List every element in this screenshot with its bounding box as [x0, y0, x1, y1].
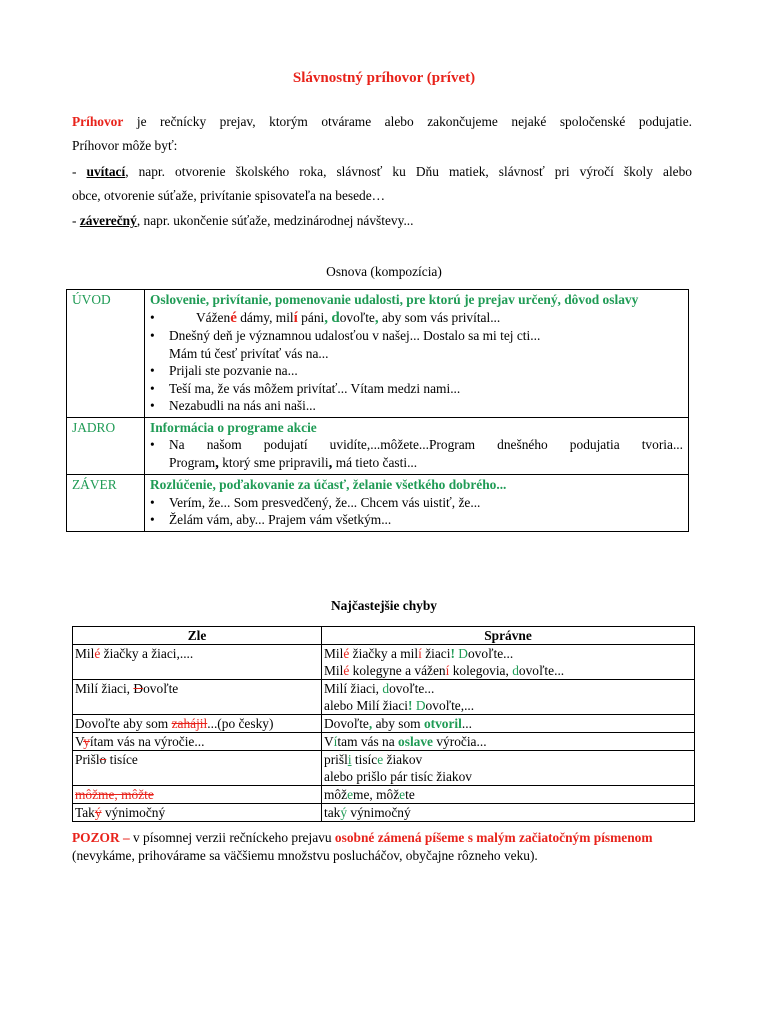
outline-label: ÚVOD [67, 290, 145, 418]
intro-types: Príhovor môže byť: [72, 138, 178, 153]
column-header-right: Správne [322, 627, 695, 645]
outline-bullet: • Na našom podujatí uvidíte,...môžete...Program dnešného podujatia tvoria... [150, 436, 683, 454]
table-row [73, 680, 695, 715]
correct-cell: prišli tisíce žiakov alebo prišlo pár tisíc žiakov [322, 751, 695, 786]
column-header-wrong: Zle [73, 627, 322, 645]
outline-bullet-cont: Mám tú česť privítať vás na... [169, 345, 329, 361]
mistakes-heading: Najčastejšie chyby [331, 598, 437, 613]
wrong-cell: Taký výnimočný [73, 804, 322, 822]
table-row [73, 733, 695, 751]
outline-bullet: • Nezabudli na nás ani naši... [150, 397, 683, 415]
outline-content: Informácia o programe akcie • Na našom podujatí uvidíte,...môžete...Program dnešného podujatia tvoria... Program, ktorý sme pripravili, má tieto časti... [145, 417, 689, 475]
type-closing: - záverečný, napr. ukončenie súťaže, medzinárodnej návštevy... [72, 213, 414, 228]
outline-row-body [67, 417, 689, 475]
outline-content: Oslovenie, privítanie, pomenovanie udalosti, pre ktorú je prejav určený, dôvod oslavy • Vážené dámy, milí páni, dovoľte, aby som vás privítal... • Dnešný deň je významnou udalosťou v našej... Dostalo sa mi tej cti... Mám tú česť privítať vás na... • Prijali ste pozvanie na... • Teší ma, že vás môžem privítať... Vítam medzi nami... • Nezabudli na nás ani naši... [145, 290, 689, 418]
intro-definition: Príhovor je rečnícky prejav, ktorým otvárame alebo zakončujeme nejaké spoločenské podujatie. [72, 114, 692, 129]
type-welcome: - uvítací, napr. otvorenie školského roka, slávnosť ku Dňu matiek, slávnosť pri výročí školy alebo [72, 164, 692, 179]
outline-bullet: • Dnešný deň je významnou udalosťou v našej... Dostalo sa mi tej cti... [150, 327, 683, 345]
wrong-cell: Milí žiaci, Dovoľte [73, 680, 322, 715]
correct-cell: taký výnimočný [322, 804, 695, 822]
outline-bullet: • Teší ma, že vás môžem privítať... Vítam medzi nami... [150, 380, 683, 398]
warning-note: POZOR – v písomnej verzii rečníckeho prejavu osobné zámená píšeme s malým začiatočným písmenom (nevykáme, prihovárame sa väčšiemu množstvu poslucháčov, obyčajne rôzneho veku). [72, 830, 653, 863]
outline-content: Rozlúčenie, poďakovanie za účasť, želanie všetkého dobrého... • Verím, že... Som presvedčený, že... Chcem vás uistiť, že... • Želám vám, aby... Prajem vám všetkým... [145, 475, 689, 532]
outline-table [66, 289, 689, 532]
outline-bullet-cont: Program, ktorý sme pripravili, má tieto časti... [169, 454, 418, 471]
page-title: Slávnostný príhovor (prívet) [292, 70, 476, 86]
wrong-cell: Milé žiačky a žiaci,.... [73, 645, 322, 680]
table-row [73, 751, 695, 786]
table-header-row [73, 627, 695, 645]
table-row [73, 715, 695, 733]
correct-cell: Dovoľte, aby som otvoril... [322, 715, 695, 733]
outline-row-intro [67, 290, 689, 418]
warning-label: POZOR – [72, 830, 130, 845]
table-row [73, 804, 695, 822]
mistakes-table [72, 626, 695, 822]
outline-bullet: • Želám vám, aby... Prajem vám všetkým... [150, 511, 683, 529]
intro-term: Príhovor [72, 114, 124, 129]
wrong-cell: môžme, môžte [73, 786, 322, 804]
outline-bullet: • Prijali ste pozvanie na... [150, 362, 683, 380]
outline-row-end [67, 475, 689, 532]
correct-cell: môžeme, môžete [322, 786, 695, 804]
wrong-cell: Dovoľte aby som zahájil...(po česky) [73, 715, 322, 733]
correct-cell: Milí žiaci, dovoľte... alebo Milí žiaci! Dovoľte,... [322, 680, 695, 715]
outline-heading: Osnova (kompozícia) [326, 264, 442, 279]
wrong-cell: Prišlo tisíce [73, 751, 322, 786]
outline-bullet: • Vážené dámy, milí páni, dovoľte, aby som vás privítal... [150, 309, 683, 328]
table-row [73, 786, 695, 804]
outline-bullet: • Verím, že... Som presvedčený, že... Chcem vás uistiť, že... [150, 494, 683, 512]
outline-label: ZÁVER [67, 475, 145, 532]
type-welcome-cont: obce, otvorenie súťaže, privítanie spisovateľa na besede… [72, 188, 386, 203]
correct-cell: Milé žiačky a milí žiaci! Dovoľte... Milé kolegyne a vážení kolegovia, dovoľte... [322, 645, 695, 680]
table-row [73, 645, 695, 680]
correct-cell: Vítam vás na oslave výročia... [322, 733, 695, 751]
outline-label: JADRO [67, 417, 145, 475]
wrong-cell: Vyítam vás na výročie... [73, 733, 322, 751]
